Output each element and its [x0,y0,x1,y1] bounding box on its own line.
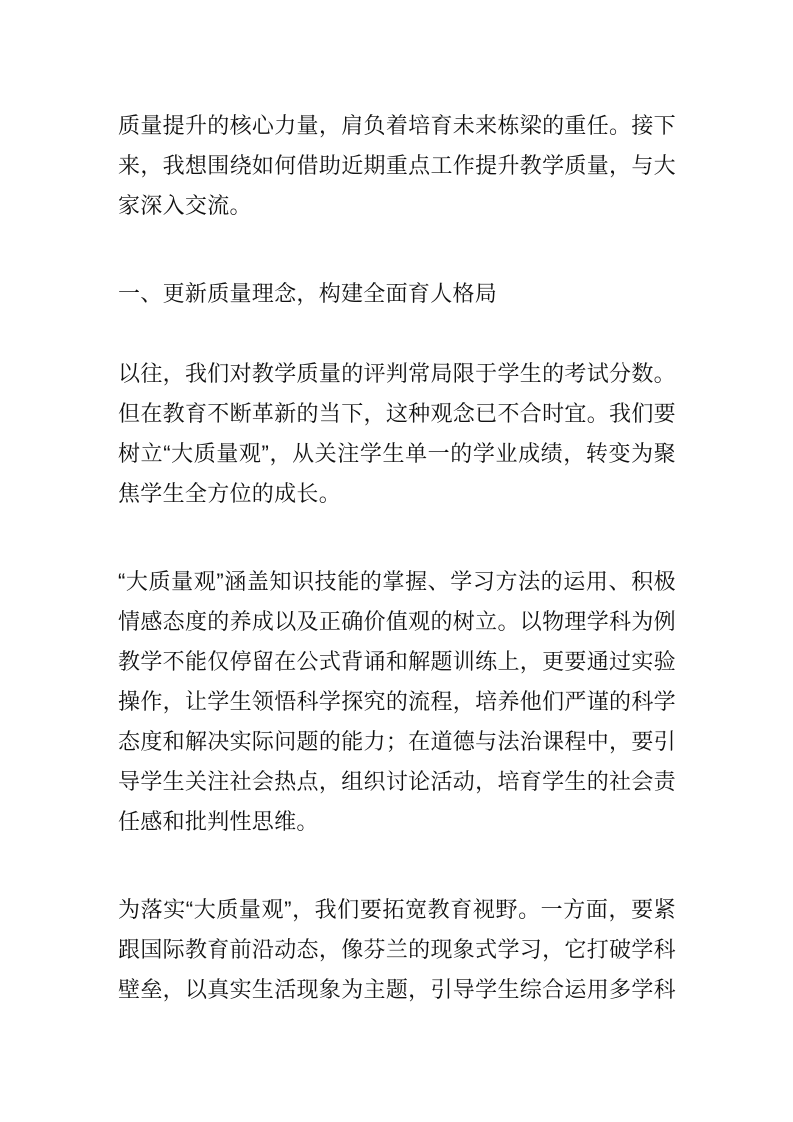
text-line: “大质量观”涵盖知识技能的掌握、学习方法的运用、积极 [118,569,676,594]
text-line: 任感和批判性思维。 [118,809,319,834]
paragraph [118,106,676,226]
text-line: 情感态度的养成以及正确价值观的树立。以物理学科为例 [118,609,676,634]
text-line: 以往，我们对教学质量的评判常局限于学生的考试分数。 [118,361,676,386]
document-content [118,106,676,1058]
paragraph [118,354,676,514]
section-heading [118,274,676,314]
paragraph [118,562,676,842]
text-line: 焦学生全方位的成长。 [118,481,342,506]
text-line: 来，我想围绕如何借助近期重点工作提升教学质量，与大 [118,153,676,178]
heading-text: 一、更新质量理念，构建全面育人格局 [118,281,498,306]
text-line: 质量提升的核心力量，肩负着培育未来栋梁的重任。接下 [118,113,676,138]
text-line: 为落实“大质量观”，我们要拓宽教育视野。一方面，要紧 [118,897,676,922]
text-line: 树立“大质量观”，从关注学生单一的学业成绩，转变为聚 [118,441,676,466]
text-line: 家深入交流。 [118,193,252,218]
text-line: 操作，让学生领悟科学探究的流程，培养他们严谨的科学 [118,689,676,714]
text-line: 但在教育不断革新的当下，这种观念已不合时宜。我们要 [118,401,676,426]
text-line: 态度和解决实际问题的能力；在道德与法治课程中，要引 [118,729,676,754]
paragraph [118,890,676,1010]
text-line: 导学生关注社会热点，组织讨论活动，培育学生的社会责 [118,769,676,794]
text-line: 跟国际教育前沿动态，像芬兰的现象式学习，它打破学科 [118,937,676,962]
text-line: 教学不能仅停留在公式背诵和解题训练上，更要通过实验 [118,649,676,674]
text-line: 壁垒，以真实生活现象为主题，引导学生综合运用多学科 [118,977,676,1002]
